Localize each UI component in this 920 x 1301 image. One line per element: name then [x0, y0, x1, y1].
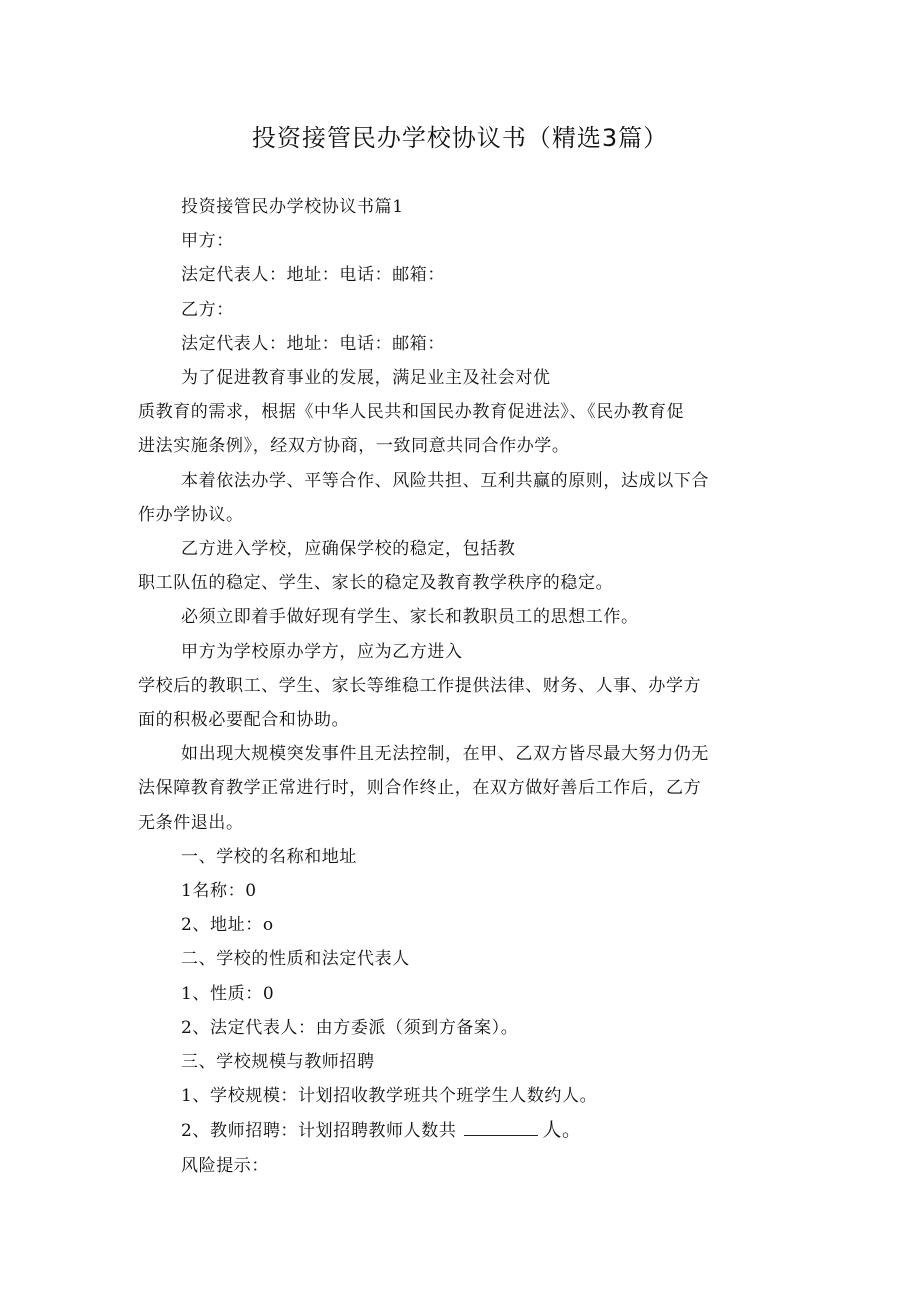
body-line: 法定代表人：地址：电话：邮箱：	[181, 265, 445, 286]
teacher-recruitment-text: 2、教师招聘：计划招聘教师人数共	[181, 1121, 457, 1142]
body-line: 1、学校规模：计划招收教学班共个班学生人数约人。	[181, 1086, 598, 1107]
document-title: 投资接管民办学校协议书（精选3篇）	[251, 124, 669, 152]
body-line: 本着依法办学、平等合作、风险共担、互利共赢的原则，达成以下合	[181, 470, 709, 491]
body-line: 1名称：0	[181, 881, 257, 902]
body-line: 法保障教育教学正常进行时，则合作终止，在双方做好善后工作后，乙方	[138, 778, 702, 799]
body-line: 进法实施条例》，经双方协商，一致同意共同合作办学。	[138, 436, 570, 457]
body-line: 职工队伍的稳定、学生、家长的稳定及教育教学秩序的稳定。	[138, 573, 614, 594]
body-line: 二、学校的性质和法定代表人	[181, 949, 410, 970]
body-line: 甲方为学校原办学方，应为乙方进入	[181, 641, 463, 662]
body-line: 为了促进教育事业的发展，满足业主及社会对优	[181, 368, 551, 389]
teacher-recruitment-line	[138, 1113, 788, 1148]
body-line: 甲方：	[181, 231, 234, 252]
teacher-count-unit: 人。	[542, 1119, 582, 1142]
fill-in-blank	[464, 1119, 538, 1136]
body-line: 如出现大规模突发事件且无法控制，在甲、乙双方皆尽最大努力仍无	[181, 744, 709, 765]
body-line: 乙方：	[181, 299, 234, 320]
risk-notice-line: 风险提示：	[181, 1155, 269, 1176]
body-line: 1、性质：0	[181, 983, 275, 1004]
body-line: 乙方进入学校，应确保学校的稳定，包括教	[181, 539, 516, 560]
document-body	[138, 190, 788, 1183]
body-line: 投资接管民办学校协议书篇1	[181, 197, 404, 217]
body-line: 必须立即着手做好现有学生、家长和教职员工的思想工作。	[181, 607, 639, 628]
body-line: 2、地址：o	[181, 915, 274, 936]
body-line: 学校后的教职工、学生、家长等维稳工作提供法律、财务、人事、办学方	[138, 675, 702, 696]
body-line: 三、学校规模与教师招聘	[181, 1052, 375, 1073]
body-line: 质教育的需求，根据《中华人民共和国民办教育促进法》、《民办教育促	[138, 402, 685, 423]
body-line: 一、学校的名称和地址	[181, 846, 357, 867]
body-line: 2、法定代表人：由方委派（须到方备案）。	[181, 1017, 519, 1038]
body-line: 法定代表人：地址：电话：邮箱：	[181, 333, 445, 354]
body-line: 无条件退出。	[138, 812, 244, 833]
body-line: 面的积极必要配合和协助。	[138, 710, 350, 731]
body-line: 作办学协议。	[138, 504, 244, 525]
